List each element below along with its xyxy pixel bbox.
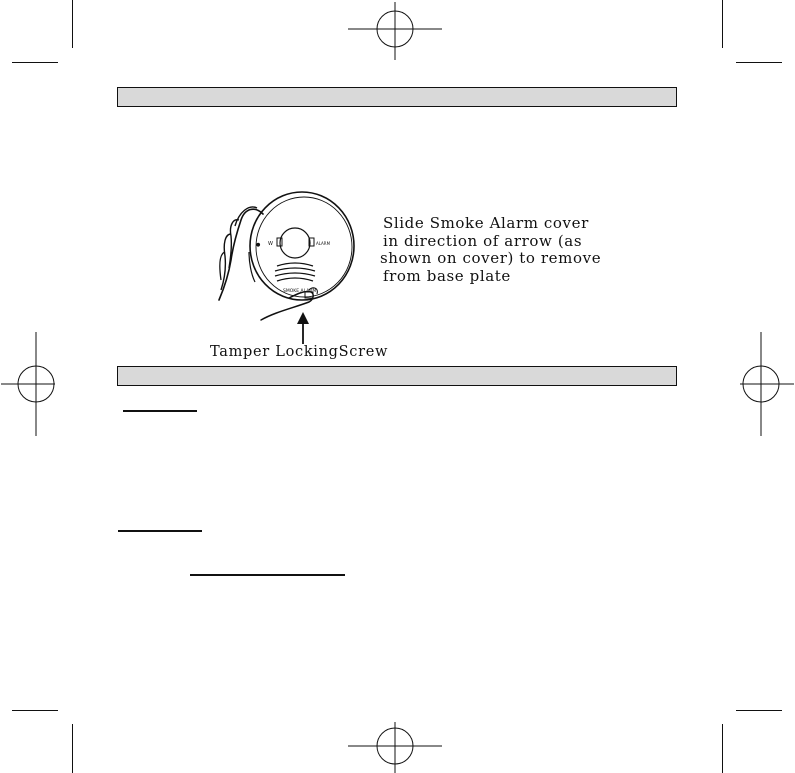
crop-mark — [72, 724, 73, 773]
crop-mark — [736, 710, 782, 711]
subheading-rule — [190, 574, 345, 576]
crop-mark — [722, 724, 723, 773]
subheading-rule — [118, 530, 202, 532]
svg-text:W: W — [268, 241, 273, 247]
section-header-bar — [117, 366, 677, 386]
crop-mark — [12, 710, 58, 711]
svg-text:ALARM: ALARM — [316, 241, 331, 246]
crop-mark — [12, 62, 58, 63]
arrow-up-icon — [296, 312, 310, 344]
crop-mark — [736, 62, 782, 63]
registration-mark-icon — [740, 332, 794, 436]
callout-line: from base plate — [383, 266, 511, 285]
callout-line: Slide Smoke Alarm cover — [383, 214, 589, 232]
tamper-screw-caption: Tamper LockingScrew — [210, 344, 389, 360]
callout-line: shown on cover) to remove — [380, 249, 602, 267]
registration-mark-icon — [1, 332, 55, 436]
callout-line: in direction of arrow (as — [383, 231, 583, 250]
instruction-callout — [378, 214, 602, 285]
svg-text:●: ● — [256, 242, 261, 248]
crop-mark — [722, 0, 723, 48]
smoke-alarm-illustration — [205, 190, 365, 330]
section-header-bar — [117, 87, 677, 107]
registration-mark-icon — [348, 722, 442, 773]
subheading-rule — [123, 410, 197, 412]
registration-mark-icon — [348, 2, 442, 60]
crop-mark — [72, 0, 73, 48]
svg-text:SMOKE ALARM: SMOKE ALARM — [283, 289, 317, 294]
